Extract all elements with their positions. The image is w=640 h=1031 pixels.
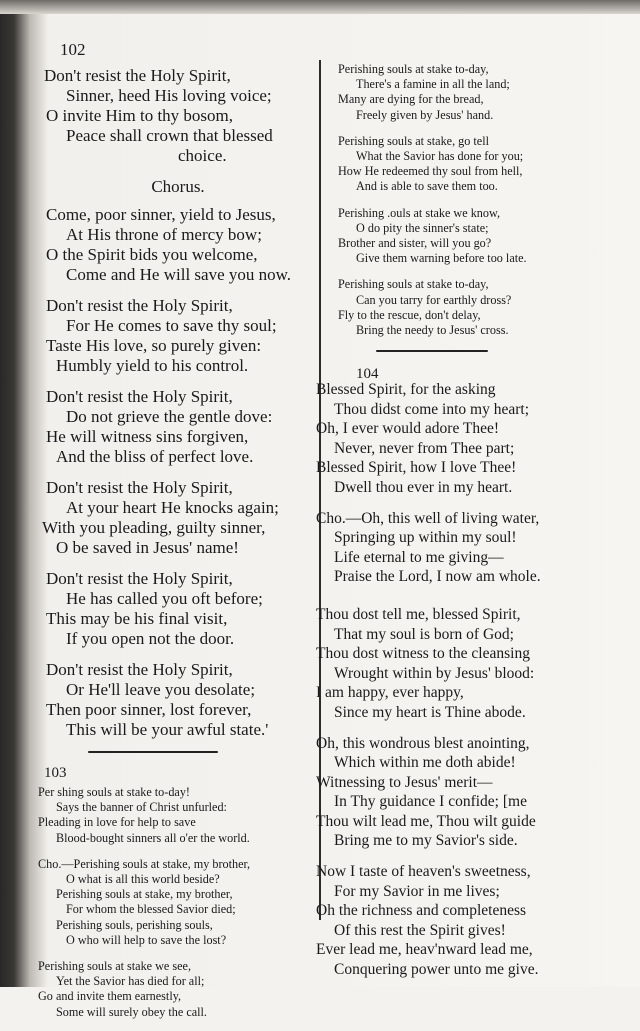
verse-line: Cho.—Oh, this well of living water, — [316, 509, 540, 527]
verse-line: Oh, I ever would adore Thee! — [316, 420, 500, 438]
verse-line: With you pleading, guilty sinner, — [42, 518, 266, 537]
hymn103-chorus — [38, 857, 318, 948]
verse-line: Don't resist the Holy Spirit, — [46, 660, 233, 679]
verse-line: Perishing souls at stake to-day, — [338, 277, 489, 292]
verse-line: Since my heart is Thine abode. — [334, 703, 526, 721]
verse-line: Blood-bought sinners all o'er the world. — [56, 830, 250, 845]
verse-line: Go and invite them earnestly, — [38, 989, 182, 1004]
verse-line: O the Spirit bids you welcome, — [46, 245, 258, 264]
verse-line: Thou didst come into my heart; — [334, 400, 530, 418]
verse-line: Brother and sister, will you go? — [338, 236, 492, 251]
verse-line: And the bliss of perfect love. — [56, 447, 254, 466]
verse-line: This will be your awful state.' — [66, 720, 269, 739]
section-rule — [376, 350, 488, 352]
verse-line: Bring the needy to Jesus' cross. — [356, 323, 509, 338]
verse-line: Peace shall crown that blessed — [66, 126, 273, 145]
verse-line: And is able to save them too. — [356, 179, 498, 194]
verse-line: Perishing souls, perishing souls, — [56, 917, 213, 932]
verse-line: For whom the blessed Savior died; — [66, 902, 236, 917]
verse-line: What the Savior has done for you; — [356, 149, 524, 164]
verse-line: O invite Him to thy bosom, — [46, 106, 233, 125]
hymn102-chorus — [38, 205, 318, 285]
hymn102-stanza-2 — [38, 296, 318, 376]
verse-line: Blessed Spirit, how I love Thee! — [316, 459, 517, 477]
verse-line: Then poor sinner, lost forever, — [46, 700, 252, 719]
verse-line: At His throne of mercy bow; — [66, 225, 262, 244]
verse-line: I am happy, ever happy, — [316, 684, 464, 702]
verse-line: Don't resist the Holy Spirit, — [46, 569, 233, 588]
hymn102-stanza-4 — [38, 478, 318, 558]
verse-line: Says the banner of Christ unfurled: — [56, 800, 227, 815]
verse-line: Oh, this wondrous blest anointing, — [316, 734, 530, 752]
hymn103-stanza-3 — [338, 62, 640, 123]
verse-line: O do pity the sinner's state; — [356, 220, 489, 235]
section-rule — [88, 751, 218, 753]
verse-line: In Thy guidance I confide; [me — [334, 793, 527, 811]
verse-line: Don't resist the Holy Spirit, — [44, 66, 231, 85]
hymn104-stanza-1 — [316, 380, 634, 498]
verse-line: Don't resist the Holy Spirit, — [46, 387, 233, 406]
right-column — [338, 62, 640, 386]
verse-line: Which within me doth abide! — [334, 754, 516, 772]
verse-line: Some will surely obey the call. — [56, 1004, 207, 1019]
verse-line: Life eternal to me giving— — [334, 548, 504, 566]
hymn103-stanza-5 — [338, 206, 640, 267]
verse-line: He has called you oft before; — [66, 589, 263, 608]
verse-line: Thou dost tell me, blessed Spirit, — [316, 605, 521, 623]
verse-line: Per shing souls at stake to-day! — [38, 785, 190, 799]
verse-line: Never, never from Thee part; — [334, 439, 515, 457]
verse-line: O who will help to save the lost? — [66, 932, 227, 947]
hymn103-stanza-4 — [338, 134, 640, 195]
left-column — [38, 66, 318, 1031]
verse-line: Many are dying for the bread, — [338, 92, 484, 107]
verse-line: Can you tarry for earthly dross? — [356, 292, 512, 307]
verse-line: Oh the richness and completeness — [316, 902, 527, 920]
hymn104-chorus — [316, 509, 634, 587]
verse-line: Thou dost witness to the cleansing — [316, 645, 530, 663]
verse-line: O be saved in Jesus' name! — [56, 538, 239, 557]
verse-line: Humbly yield to his control. — [56, 356, 249, 375]
verse-line: Yet the Savior has died for all; — [56, 974, 205, 989]
verse-line: Fly to the rescue, don't delay, — [338, 307, 481, 322]
verse-line: Witnessing to Jesus' merit— — [316, 773, 493, 791]
verse-line: There's a famine in all the land; — [356, 77, 510, 92]
verse-line: Come, poor sinner, yield to Jesus, — [46, 205, 276, 224]
hymn102-stanza-6 — [38, 660, 318, 740]
page-top-edge — [0, 0, 640, 14]
verse-line: For He comes to save thy soul; — [66, 316, 277, 335]
verse-line: At your heart He knocks again; — [66, 498, 279, 517]
verse-line: choice. — [178, 146, 227, 165]
hymn102-stanza-1 — [38, 66, 318, 166]
verse-line: Ever lead me, heav'nward lead me, — [316, 941, 533, 959]
page-number: 102 — [60, 40, 86, 59]
verse-line: Wrought within by Jesus' blood: — [334, 664, 535, 682]
verse-line: Do not grieve the gentle dove: — [66, 407, 273, 426]
verse-line: O what is all this world beside? — [66, 872, 220, 887]
verse-line: If you open not the door. — [66, 629, 235, 648]
hymn102-stanza-3 — [38, 387, 318, 467]
verse-line: Praise the Lord, I now am whole. — [334, 568, 541, 586]
verse-line: Perishing souls at stake we see, — [38, 959, 191, 974]
verse-line: Blessed Spirit, for the asking — [316, 381, 496, 398]
hymn103-stanza-2 — [38, 959, 318, 1020]
verse-line: How He redeemed thy soul from hell, — [338, 164, 523, 179]
verse-line: Perishing souls at stake, go tell — [338, 133, 489, 148]
hymn103-stanza-1 — [38, 785, 318, 846]
verse-line: He will witness sins forgiven, — [46, 427, 249, 446]
verse-line: That my soul is born of God; — [334, 625, 514, 643]
verse-line: Or He'll leave you desolate; — [66, 680, 256, 699]
chorus-heading: Chorus. — [151, 177, 205, 196]
verse-line: Cho.—Perishing souls at stake, my brother, — [38, 856, 251, 871]
hymn102-stanza-5 — [38, 569, 318, 649]
verse-line: Pleading in love for help to save — [38, 815, 196, 830]
hymn103-stanza-6 — [338, 277, 640, 338]
verse-line: Perishing souls at stake, my brother, — [56, 887, 233, 902]
verse-line: Freely given by Jesus' hand. — [356, 107, 494, 122]
verse-line: Don't resist the Holy Spirit, — [46, 296, 233, 315]
verse-line: Now I taste of heaven's sweetness, — [316, 863, 531, 881]
verse-line: Springing up within my soul! — [334, 529, 517, 547]
verse-line: Don't resist the Holy Spirit, — [46, 478, 233, 497]
verse-line: Give them warning before too late. — [356, 251, 527, 266]
verse-line: Taste His love, so purely given: — [46, 336, 262, 355]
verse-line: Perishing .ouls at stake we know, — [338, 205, 501, 220]
verse-line: Perishing souls at stake to-day, — [338, 62, 489, 76]
verse-line: Thou wilt lead me, Thou wilt guide — [316, 812, 536, 830]
verse-line: Dwell thou ever in my heart. — [334, 478, 513, 496]
hymn-number: 103 — [44, 765, 67, 781]
verse-line: Conquering power unto me give. — [334, 961, 539, 979]
verse-line: This may be his final visit, — [46, 609, 228, 628]
verse-line: Come and He will save you now. — [66, 265, 292, 284]
verse-line: Sinner, heed His loving voice; — [66, 86, 272, 105]
verse-line: Of this rest the Spirit gives! — [334, 921, 506, 939]
hymn104-block — [316, 380, 634, 991]
hymn104-stanza-3 — [316, 734, 634, 852]
hymn104-stanza-4 — [316, 862, 634, 980]
verse-line: For my Savior in me lives; — [334, 882, 500, 900]
verse-line: Bring me to my Savior's side. — [334, 832, 518, 850]
hymn-number: 104 — [356, 366, 379, 383]
hymn104-stanza-2 — [316, 605, 634, 723]
